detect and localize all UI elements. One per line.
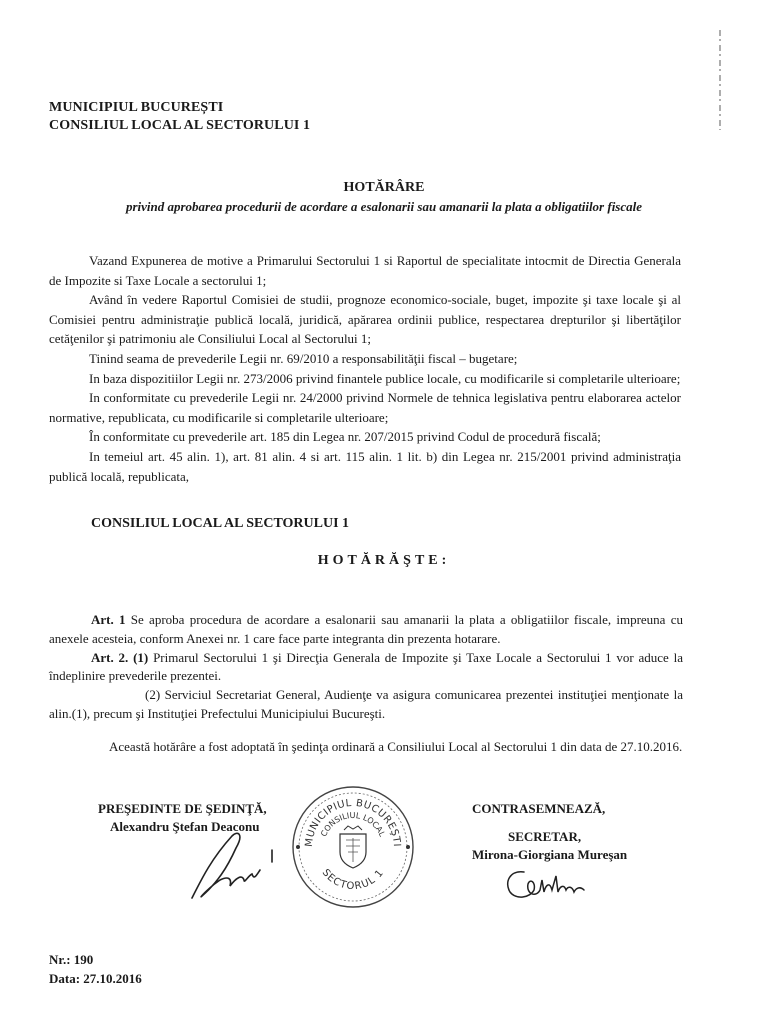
council-heading: CONSILIUL LOCAL AL SECTORULUI 1 [91,516,350,531]
preamble-paragraph: În conformitate cu prevederile art. 185 din Legea nr. 207/2015 privind Codul de procedură fiscală; [89,429,601,445]
article-2 [49,649,683,687]
date-value: 27.10.2016 [83,971,142,986]
document-subtitle: privind aprobarea procedurii de acordare a esalonarii sau amanarii la plata a obligatiilor fiscale [125,199,643,214]
signature-block-secretary [472,800,712,864]
official-stamp [288,782,418,912]
article-2-paragraph-1-text: Primarul Sectorului 1 şi Direcţia Generala de Impozite şi Taxe Locale a Sectorului 1 vor aduce la îndeplinire prevederile prezentei. [49,649,683,684]
nr-label: Nr.: [49,952,71,967]
registration-number [49,950,142,969]
article-1-text: Se aproba procedura de acordare a esalonarii sau amanarii la plata a obligatiilor fiscale, impreuna cu anexele acesteia, conform Anexei nr. 1 care face parte integranta din prezenta hotarare. [49,612,683,646]
preamble-paragraph: In conformitate cu prevederile Legii nr. 24/2000 privind Normele de tehnica legislativa pentru elaborarea actelor normative, republicata, cu modificarile si completarile ulterioare; [49,390,681,425]
preamble-paragraph: In baza dispozitiilor Legii nr. 273/2006 privind finantele publice locale, cu modificarile si completarile ulterioare; [89,370,681,386]
articles [49,611,683,724]
president-role: PREŞEDINTE DE ŞEDINŢĂ, [98,801,267,816]
registration-date [49,969,142,988]
date-label: Data: [49,971,81,986]
article-2-paragraph-2: (2) Serviciul Secretariat General, Audienţe va asigura comunicarea prezentei instituţiei menţionate la alin.(1), precum şi Instituţiei Prefectului Municipiului Bucureşti. [49,687,683,721]
nr-value: 190 [73,952,94,967]
svg-text:SECTORUL 1 [320,867,387,892]
preamble-paragraph: Tinind seama de prevederile Legii nr. 69/2010 a responsabilităţii fiscal – bugetare; [89,350,518,366]
secretary-handwritten-signature [500,862,600,906]
stamp-top-text: MUNICIPIUL BUCUREŞTI [303,797,403,848]
coat-of-arms-icon [340,826,366,868]
scan-margin-mark [719,30,721,130]
preamble [49,251,681,486]
countersign-label: CONTRASEMNEAZĂ, [472,801,606,816]
document-footer [49,950,142,988]
secretary-name: Mirona-Giorgiana Mureşan [472,847,628,862]
secretary-title: SECRETAR, [508,829,582,844]
president-name: Alexandru Ştefan Deaconu [110,819,260,834]
header-council: CONSILIUL LOCAL AL SECTORULUI 1 [49,118,311,133]
article-2-label: Art. 2. [91,649,129,665]
stamp-bottom-text: SECTORUL 1 [319,867,387,893]
president-handwritten-signature [172,828,282,908]
article-2-paragraph-1-label: (1) [128,649,149,665]
adoption-statement: Această hotărâre a fost adoptată în şedinţa ordinară a Consiliului Local al Sectorului 1 din data de 27.10.2016. [109,739,683,754]
preamble-paragraph: Având în vedere Raportul Comisiei de studii, prognoze economico-sociale, buget, impozite şi taxe locale şi al Comisiei pentru administraţie publică locală, juridică, apărarea ordinii publice, respectarea drepturilor şi libertăţilor cetăţenilor şi patrimoniu ale Consiliului Local al Sectorului 1; [49,292,681,347]
article-1 [49,611,683,649]
article-1-label: Art. 1 [91,612,126,627]
document-title: HOTĂRÂRE [343,180,425,195]
preamble-paragraph: Vazand Expunerea de motive a Primarului Sectorului 1 si Raportul de specialitate intocmit de Directia Generala de Impozite si Taxe Locale a sectorului 1; [49,253,681,288]
decides-heading: HOTĂRĂŞTE: [317,553,451,568]
preamble-paragraph: In temeiul art. 45 alin. 1), art. 81 alin. 4 si art. 115 alin. 1 lit. b) din Legea nr. 215/2001 privind administraţia publică locală, republicata, [49,448,681,484]
stamp-middle-text: CONSILIUL LOCAL [319,810,387,839]
header-municipality: MUNICIPIUL BUCUREȘTI [49,100,224,115]
